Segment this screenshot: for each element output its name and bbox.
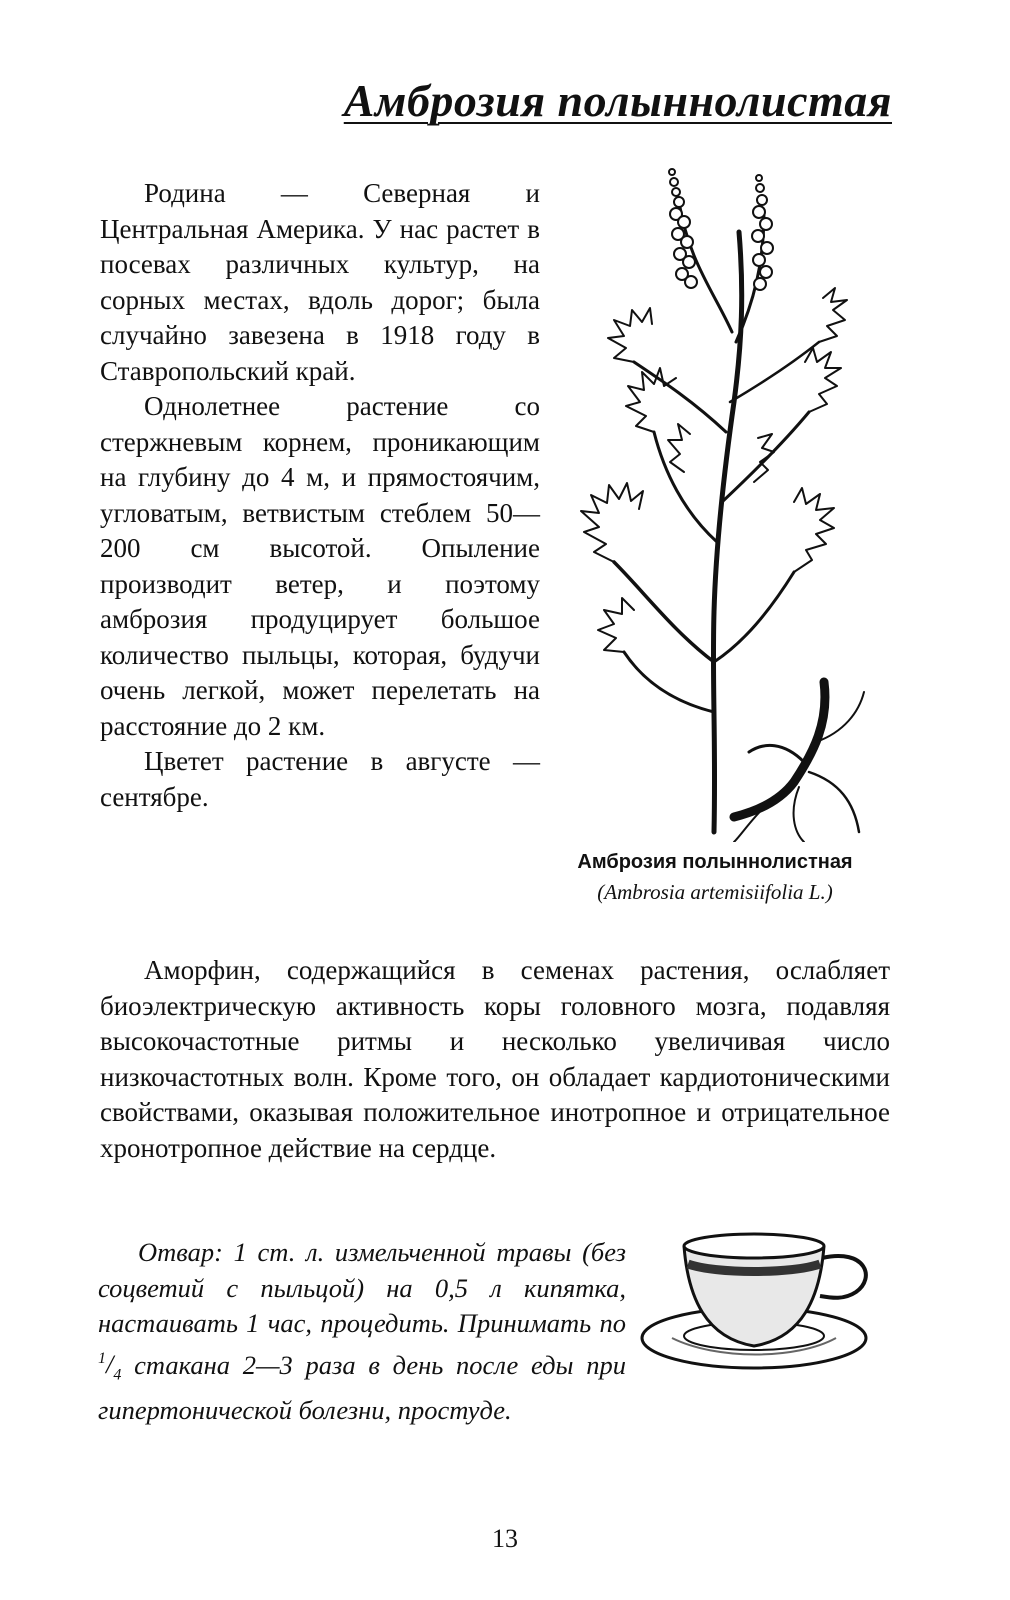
paragraph-habitat: Родина — Северная и Центральная Америка. У нас растет в посевах различных культур, на сорных местах, вдоль дорог; была случайно завезена в 1918 году в Ставропольский край. xyxy=(100,178,540,386)
fraction-denominator: 4 xyxy=(113,1366,122,1384)
recipe-fraction: $^1/_4$ xyxy=(98,1349,122,1384)
page-title: Амброзия полыннолистая xyxy=(343,75,892,126)
recipe-after-fraction: стакана 2—3 раза в день после еды при гипертонической болезни, простуде. xyxy=(98,1349,626,1426)
main-text xyxy=(100,953,890,1166)
teacup-saucer-illustration-icon xyxy=(636,1228,896,1378)
paragraph-recipe xyxy=(98,1235,626,1429)
recipe-before-fraction: Отвар: 1 ст. л. измельченной травы (без соцветий с пыльцой) на 0,5 л кипятка, настаивать 1 час, процедить. Принимать по xyxy=(98,1237,626,1338)
fraction-numerator: 1 xyxy=(98,1350,106,1368)
ragweed-plant-illustration-icon xyxy=(554,142,874,842)
paragraph-flowering: Цветет растение в августе — сентябре. xyxy=(100,746,540,812)
paragraph-pharmacology: Аморфин, содержащийся в семенах растения, ослабляет биоэлектрическую активность коры головного мозга, подавляя высокочастотные ритмы и несколько увеличивая число низкочастотных волн. Кроме того, он обладает кардиотоническими свойствами, оказывая положительное инотропное и отрицательное хронотропное действие на сердце. xyxy=(100,955,890,1163)
paragraph-description: Однолетнее растение со стержневым корнем, проникающим на глубину до 4 м, и прямостоячим, угловатым, ветвистым стеблем 50—200 см высотой. Опыление производит ветер, и поэтому амброзия продуцирует большое количество пыльцы, которая, будучи очень легкой, может перелетать на расстояние до 2 км. xyxy=(100,391,540,741)
figure-caption-name: Амброзия полыннолистная xyxy=(577,851,853,873)
page-number: 13 xyxy=(492,1524,518,1553)
recipe-text xyxy=(98,1235,626,1429)
figure-caption-latin: (Ambrosia artemisiifolia L.) xyxy=(597,880,833,904)
lead-text xyxy=(100,176,540,815)
